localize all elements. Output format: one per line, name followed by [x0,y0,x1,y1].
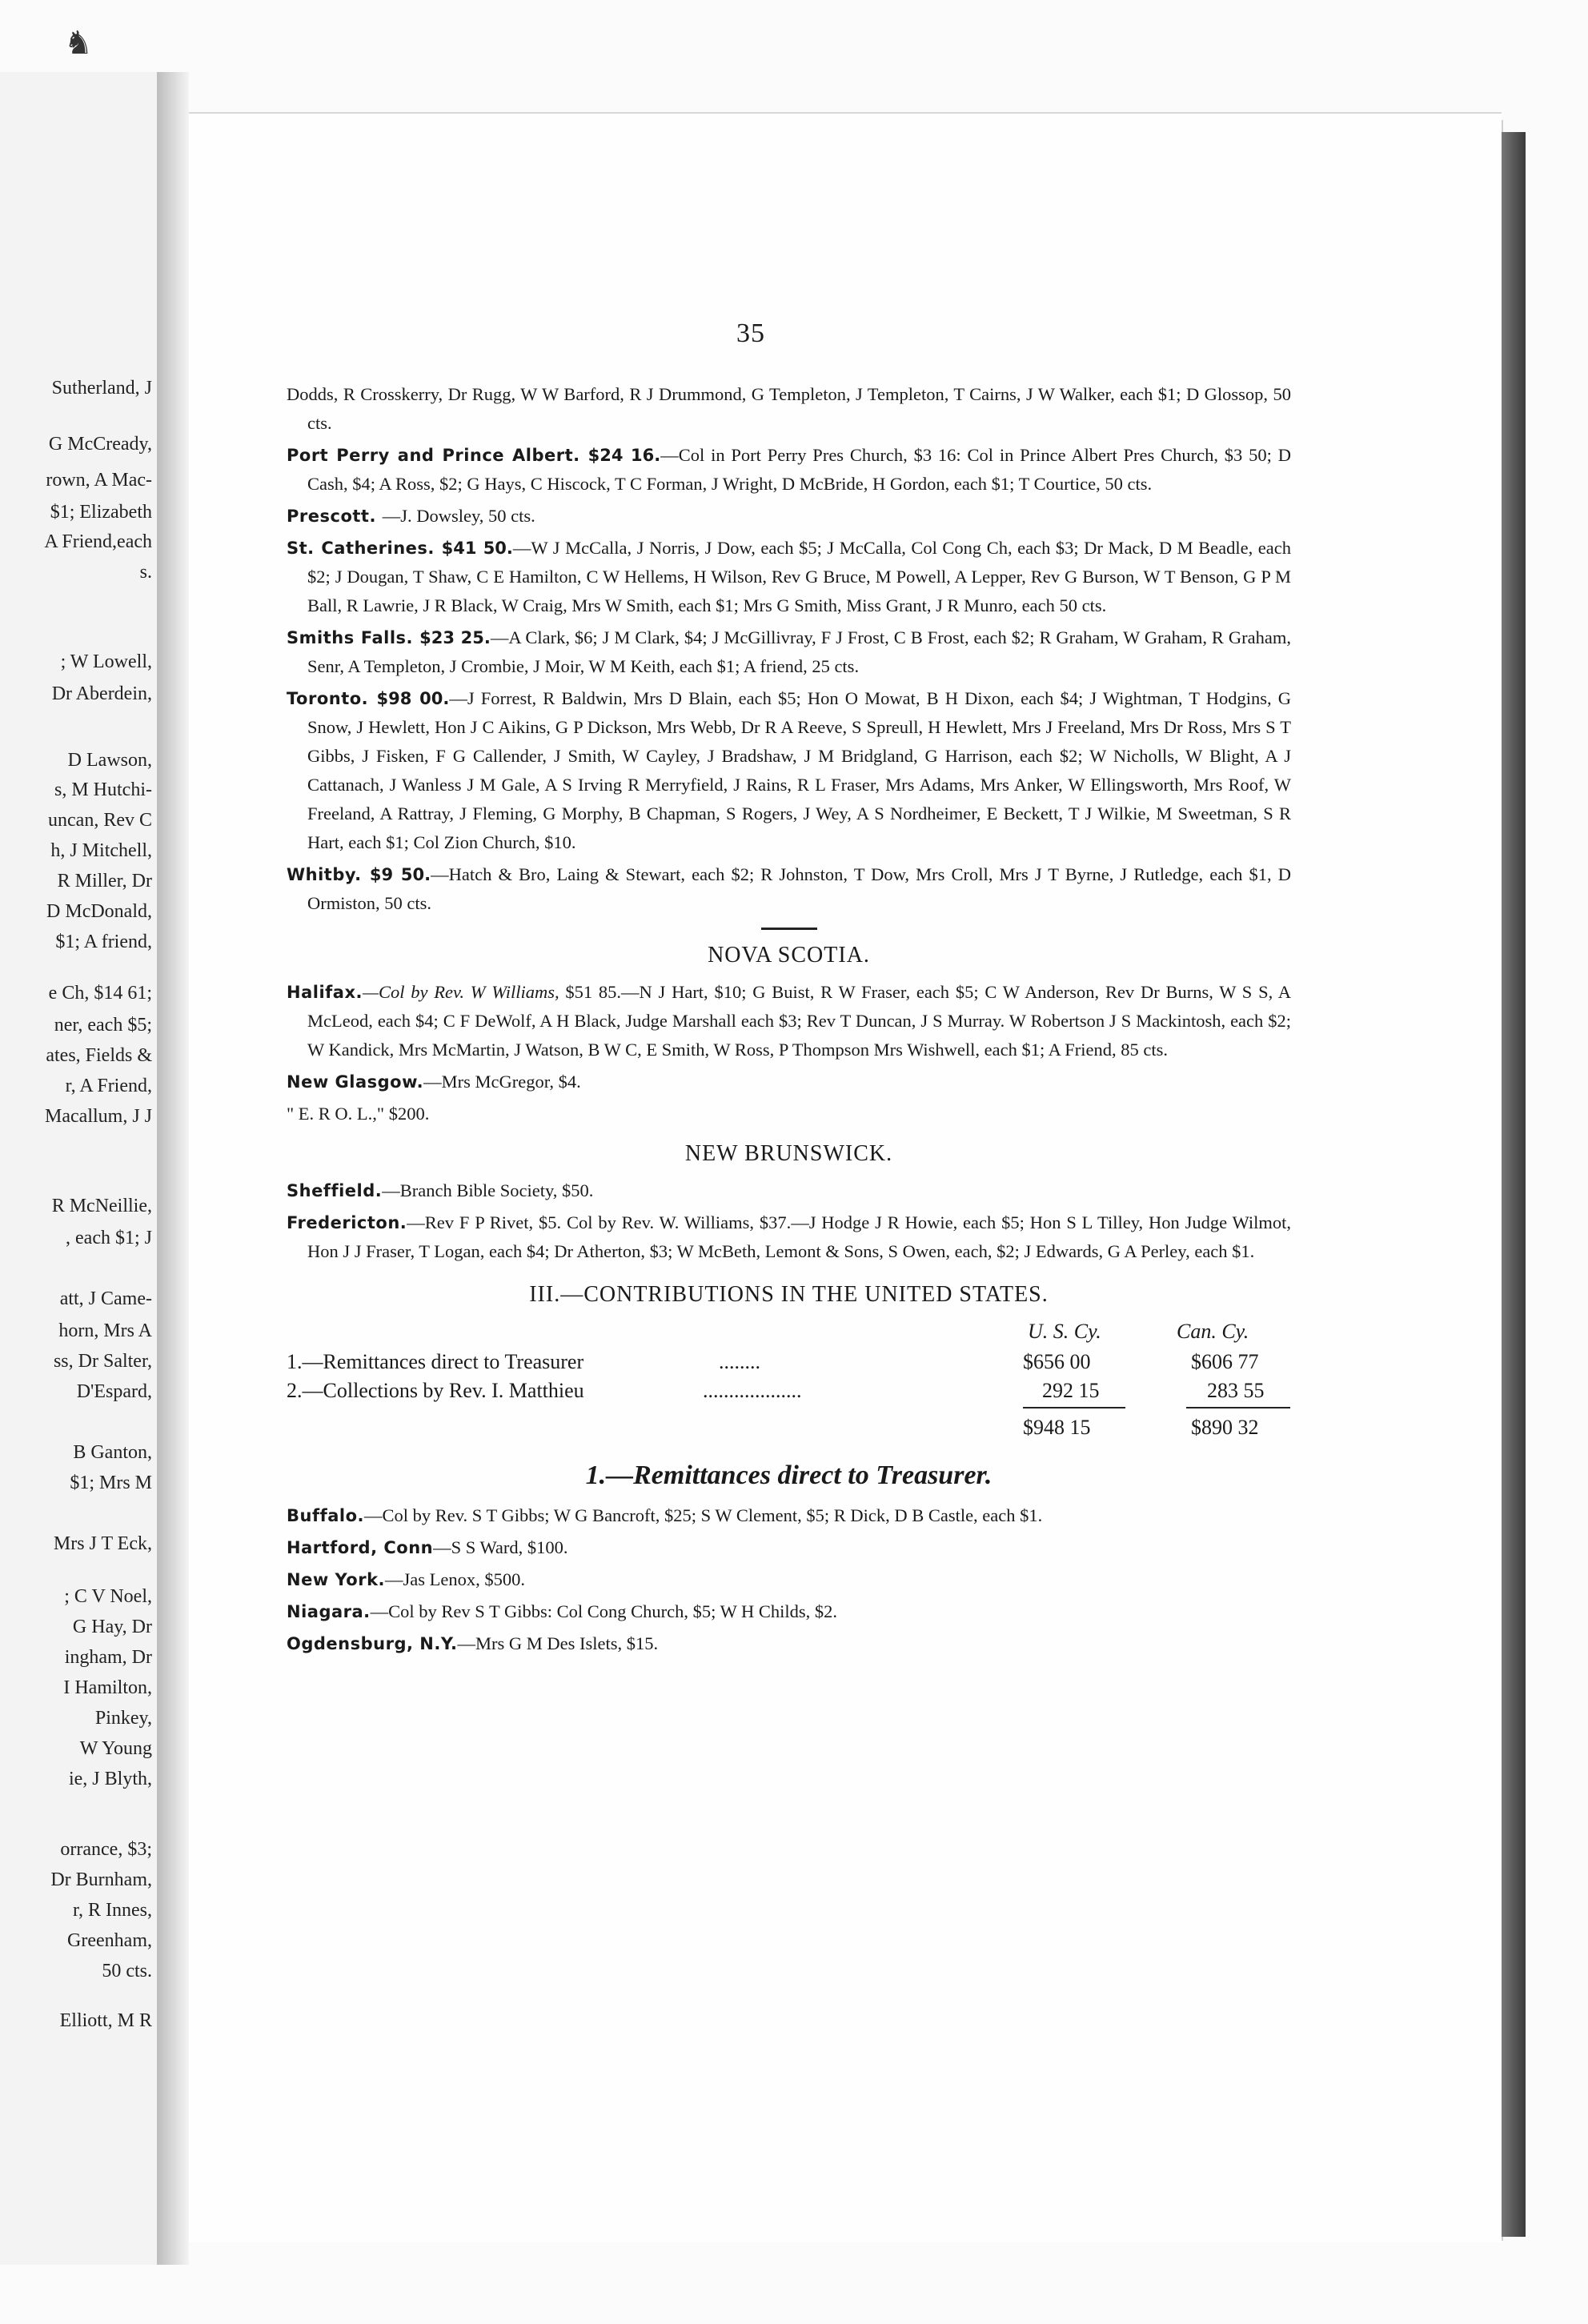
left-page-line: $1; A friend, [55,932,152,952]
new-brunswick-heading: NEW BRUNSWICK. [684,1141,893,1166]
remittances-heading: 1.—Remittances direct to Treasurer. [585,1461,992,1490]
left-page-line: D McDonald, [46,901,152,922]
us-contributions-table [287,1317,1291,1445]
contribution-entry [287,860,1291,918]
entry-place: Fredericton. [287,1213,407,1232]
left-page-line: att, J Came- [59,1288,152,1309]
left-page-line: W Young [79,1738,152,1759]
canada-entries [287,380,1291,918]
contribution-entry [287,1100,1291,1128]
left-page-line: h, J Mitchell, [50,840,152,861]
contribution-entry [287,1176,1291,1205]
left-page-line: Dr Burnham, [50,1869,152,1890]
entry-text: —Col by Rev S T Gibbs: Col Cong Church, $5; W H Childs, $2. [370,1601,838,1621]
us-row-label: 2.—Collections by Rev. I. Matthieu [287,1379,584,1402]
entry-text: —Branch Bible Society, $50. [382,1180,594,1200]
entry-place: Port Perry and Prince Albert. [287,446,588,465]
section-divider [761,928,817,930]
gutter-shadow [157,72,189,2265]
contribution-entry [287,534,1291,620]
entry-text: —Hatch & Bro, Laing & Stewart, each $2; R Johnston, T Dow, Mrs Croll, Mrs J T Byrne, J Rutledge, each $1, D Ormiston, 50 cts. [307,864,1291,913]
total-rule [1023,1407,1125,1408]
entry-place: Smiths Falls. [287,628,420,647]
contribution-entry [287,1565,1291,1594]
left-page-line: e Ch, $14 61; [48,983,152,1004]
left-page-line: orrance, $3; [60,1839,152,1860]
left-page-line: B Ganton, [73,1442,152,1463]
left-page-line: Mrs J T Eck, [53,1533,152,1554]
left-page-line: G McCready, [48,434,152,455]
left-page-line: ates, Fields & [46,1045,152,1066]
entry-text: —A Clark, $6; J M Clark, $4; J McGillivray, F J Frost, C B Frost, each $2; R Graham, W Graham, R Graham, Senr, A Templeton, J Crombie, J Moir, W M Keith, each $1; A friend, 25 cts. [307,627,1291,676]
entry-place: Niagara. [287,1602,371,1621]
entry-place: Whitby. [287,865,370,884]
us-row-us-value: $656 00 [1023,1350,1091,1373]
entry-place: Hartford, Conn [287,1538,434,1557]
left-page-line: D Lawson, [67,750,152,771]
left-page-line: 50 cts. [102,1961,152,1981]
entry-amount: $98 00. [376,689,450,708]
left-page-line: ss, Dr Salter, [53,1351,152,1372]
entry-text: —W J McCalla, J Norris, J Dow, each $5; J McCalla, Col Cong Ch, each $3; Dr Mack, D M Beadle, each $2; J Dougan, T Shaw, C E Hamilton, C W Hellems, H Wilson, Rev G Bruce, M Powell, A Lepper, Rev G Burson, W T Benson, G P M Ball, R Lawrie, J R Black, W Craig, Mrs W Smith, each $1; Mrs G Smith, Miss Grant, J R Munro, each 50 cts. [307,538,1291,615]
left-page-line: Pinkey, [94,1708,152,1729]
entry-amount: $24 16. [587,446,661,465]
left-page-line: Macallum, J J [45,1106,152,1127]
us-currency-header: U. S. Cy. [1028,1320,1101,1343]
contribution-entry [287,1533,1291,1562]
us-row-can-value: $606 77 [1191,1350,1259,1373]
us-row-can-value: 283 55 [1207,1379,1265,1402]
left-page-line: horn, Mrs A [58,1320,152,1341]
contribution-entry [287,1208,1291,1266]
entry-text: —Rev F P Rivet, $5. Col by Rev. W. Williams, $37.—J Hodge J R Howie, each $5; Hon S L Tilley, Hon Judge Wilmot, Hon J J Fraser, T Logan, each $4; Dr Atherton, $3; W McBeth, Lemont & Sons, S Owen, each, $2; J Edwards, G A Perley, each $1. [307,1212,1291,1261]
total-rule [1186,1407,1290,1408]
entry-text: Dodds, R Crosskerry, Dr Rugg, W W Barford, R J Drummond, G Templeton, J Templeton, T Cairns, J W Walker, each $1; D Glossop, 50 cts. [287,384,1291,433]
left-page-line: D'Espard, [76,1381,152,1402]
left-page-line: Greenham, [67,1930,152,1951]
contribution-entry [287,441,1291,499]
left-page-line: s. [139,562,152,583]
nova-scotia-heading: NOVA SCOTIA. [708,943,870,968]
left-page-line: $1; Elizabeth [50,502,152,523]
left-page-line: Dr Aberdein, [51,683,152,704]
left-page-line: r, R Innes, [72,1900,152,1921]
new-brunswick-entries [287,1176,1291,1266]
contribution-entry [287,1597,1291,1626]
left-page-line: , each $1; J [66,1228,152,1248]
left-page-line: I Hamilton, [63,1677,152,1698]
contribution-entry [287,1068,1291,1096]
left-page-line: ; W Lowell, [60,651,152,672]
left-page-line: $1; Mrs M [70,1473,152,1493]
left-page-line: r, A Friend, [65,1076,152,1096]
entry-text: —S S Ward, $100. [433,1537,568,1557]
left-page-line: ; C V Noel, [64,1586,152,1607]
contribution-entry [287,380,1291,438]
left-page-line: ner, each $5; [54,1015,152,1036]
entry-place: New York. [287,1570,386,1589]
entry-place: Prescott. [287,507,383,526]
left-page-line: uncan, Rev C [48,810,152,831]
library-stamp-icon: ♞ [64,25,93,61]
left-page-line: ingham, Dr [64,1647,152,1668]
entry-text: —Mrs McGregor, $4. [423,1072,581,1092]
entry-collector: —Col by Rev. W Williams, [362,982,559,1002]
entry-text: —J. Dowsley, 50 cts. [382,506,535,526]
contribution-entry [287,684,1291,857]
left-page-line: s, M Hutchi- [54,779,152,800]
united-states-heading: III.—CONTRIBUTIONS IN THE UNITED STATES. [529,1282,1049,1307]
page-edge-dark [1502,132,1526,2237]
entry-place: Ogdensburg, N.Y. [287,1634,458,1653]
entry-place: Halifax. [287,983,363,1002]
entry-place: Sheffield. [287,1181,383,1200]
left-page-line: G Hay, Dr [72,1617,152,1637]
remittance-entries [287,1501,1291,1658]
us-row-label: 1.—Remittances direct to Treasurer [287,1350,584,1373]
left-page-line: R Miller, Dr [57,871,152,892]
contribution-entry [287,978,1291,1064]
page-number: 35 [736,319,765,348]
contribution-entry [287,623,1291,681]
entry-place: Toronto. [287,689,377,708]
entry-text: $51 85.—N J Hart, $10; G Buist, R W Fraser, each $5; C W Anderson, Rev Dr Burns, W S S, A McLeod, each $4; C F DeWolf, A H Black, Judge Marshall each $3; Rev T Duncan, J S Murray. W Robertson J S Mackintosh, each $2; W Kandick, Mrs McMartin, J Watson, B W C, E Smith, W Ross, P Thompson Mrs Wishwell, each $1; A Friend, 85 cts. [307,982,1292,1060]
contribution-entry [287,502,1291,531]
can-total: $890 32 [1191,1416,1259,1439]
left-page-line: Sutherland, J [51,378,152,399]
entry-amount: $23 25. [419,628,491,647]
entry-text: —J Forrest, R Baldwin, Mrs D Blain, each $5; Hon O Mowat, B H Dixon, each $4; J Wightman, T Hodgins, G Snow, J Hewlett, Hon J C Aikins, G P Dickson, Mrs Webb, Dr R A Reeve, S Spreull, H Hewlett, Mrs J Freeland, Mrs Dr Ross, Mrs S T Gibbs, J Fisken, F G Callender, J Smith, W Cayley, J Bradshaw, J M Bridgland, G Harrison, each $2; W Nicholls, W Blight, A J Cattanach, J Wanless J M Gale, A S Irving R Merryfield, J Rains, R L Fraser, Mrs Adams, Mrs Anker, W Ellingsworth, Mrs Roof, W Freeland, A Rattray, J Fleming, G Morphy, B Chapman, S Rogers, J Wey, A S Nordheimer, E Beckett, T J Wilkie, M Sweetman, S R Hart, each $1; Col Zion Church, $10. [307,688,1292,852]
left-page-line: Elliott, M R [59,2010,152,2031]
page-content [287,380,1291,1661]
left-page-line: ie, J Blyth, [68,1769,152,1789]
left-page-fragment [0,72,159,2265]
entry-text: —Jas Lenox, $500. [385,1569,526,1589]
nova-scotia-entries [287,978,1291,1128]
us-row-us-value: 292 15 [1042,1379,1100,1402]
left-page-line: A Friend,each [44,531,152,552]
contribution-entry [287,1629,1291,1658]
left-page-line: rown, A Mac- [46,470,152,491]
entry-text: —Col in Port Perry Pres Church, $3 16: Col in Prince Albert Pres Church, $3 50; D Cash, $4; A Ross, $2; G Hays, C Hiscock, T C Forman, J Wright, D McBride, H Gordon, each $1; T Courtice, 50 cts. [307,445,1291,494]
us-row-dots: ........ [719,1350,760,1373]
left-page-line: R McNeillie, [51,1196,152,1216]
entry-text: " E. R O. L.," $200. [287,1104,430,1124]
entry-amount: $9 50. [369,865,431,884]
can-currency-header: Can. Cy. [1177,1320,1249,1343]
entry-text: —Col by Rev. S T Gibbs; W G Bancroft, $25; S W Clement, $5; R Dick, D B Castle, each $1. [364,1505,1043,1525]
us-row-dots: ................... [703,1379,802,1402]
contribution-entry [287,1501,1291,1530]
entry-amount: $41 50. [441,539,513,558]
us-total: $948 15 [1023,1416,1091,1439]
entry-place: St. Catherines. [287,539,442,558]
entry-place: Buffalo. [287,1506,365,1525]
entry-place: New Glasgow. [287,1072,424,1092]
entry-text: —Mrs G M Des Islets, $15. [457,1633,659,1653]
